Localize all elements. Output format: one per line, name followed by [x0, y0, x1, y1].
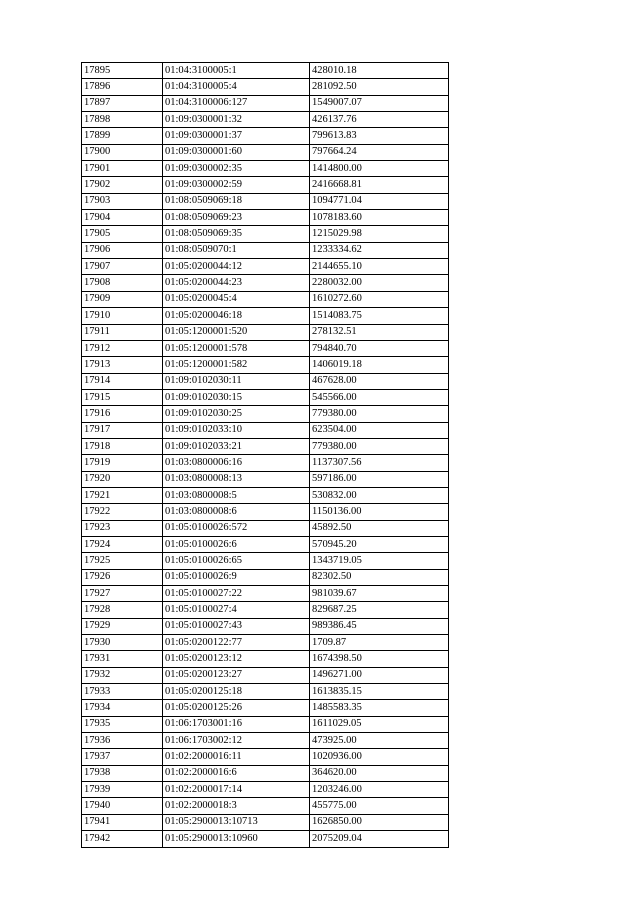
row-number-cell: 17940 — [82, 798, 163, 814]
data-table — [81, 62, 449, 848]
table-row — [82, 831, 449, 847]
cadastral-number-cell: 01:05:0100026:65 — [163, 553, 310, 569]
value-cell: 799613.83 — [310, 128, 449, 144]
row-number-cell: 17914 — [82, 373, 163, 389]
row-number-cell: 17934 — [82, 700, 163, 716]
table-row — [82, 79, 449, 95]
cadastral-number-cell: 01:05:0200045:4 — [163, 291, 310, 307]
cadastral-number-cell: 01:05:0200123:12 — [163, 651, 310, 667]
value-cell: 364620.00 — [310, 765, 449, 781]
row-number-cell: 17929 — [82, 618, 163, 634]
table-row — [82, 733, 449, 749]
cadastral-number-cell: 01:09:0300001:60 — [163, 144, 310, 160]
row-number-cell: 17936 — [82, 733, 163, 749]
value-cell: 570945.20 — [310, 536, 449, 552]
row-number-cell: 17910 — [82, 308, 163, 324]
row-number-cell: 17919 — [82, 455, 163, 471]
row-number-cell: 17927 — [82, 586, 163, 602]
value-cell: 1414800.00 — [310, 161, 449, 177]
table-row — [82, 210, 449, 226]
value-cell: 779380.00 — [310, 438, 449, 454]
value-cell: 82302.50 — [310, 569, 449, 585]
table-row — [82, 667, 449, 683]
row-number-cell: 17926 — [82, 569, 163, 585]
cadastral-number-cell: 01:02:2000018:3 — [163, 798, 310, 814]
row-number-cell: 17932 — [82, 667, 163, 683]
cadastral-number-cell: 01:08:0509069:35 — [163, 226, 310, 242]
row-number-cell: 17922 — [82, 504, 163, 520]
table-row — [82, 128, 449, 144]
value-cell: 1150136.00 — [310, 504, 449, 520]
value-cell: 2280032.00 — [310, 275, 449, 291]
cadastral-number-cell: 01:05:0200125:26 — [163, 700, 310, 716]
value-cell: 278132.51 — [310, 324, 449, 340]
value-cell: 1626850.00 — [310, 814, 449, 830]
value-cell: 2075209.04 — [310, 831, 449, 847]
value-cell: 545566.00 — [310, 389, 449, 405]
row-number-cell: 17941 — [82, 814, 163, 830]
value-cell: 45892.50 — [310, 520, 449, 536]
cadastral-number-cell: 01:03:0800008:5 — [163, 487, 310, 503]
cadastral-number-cell: 01:05:0100026:572 — [163, 520, 310, 536]
table-row — [82, 308, 449, 324]
value-cell: 473925.00 — [310, 733, 449, 749]
row-number-cell: 17909 — [82, 291, 163, 307]
row-number-cell: 17906 — [82, 242, 163, 258]
row-number-cell: 17895 — [82, 63, 163, 79]
table-row — [82, 520, 449, 536]
cadastral-number-cell: 01:04:3100005:1 — [163, 63, 310, 79]
value-cell: 1137307.56 — [310, 455, 449, 471]
row-number-cell: 17898 — [82, 112, 163, 128]
value-cell: 467628.00 — [310, 373, 449, 389]
table-row — [82, 487, 449, 503]
value-cell: 1613835.15 — [310, 684, 449, 700]
cadastral-number-cell: 01:05:2900013:10713 — [163, 814, 310, 830]
row-number-cell: 17930 — [82, 635, 163, 651]
cadastral-number-cell: 01:05:0100027:43 — [163, 618, 310, 634]
value-cell: 1343719.05 — [310, 553, 449, 569]
table-row — [82, 635, 449, 651]
table-row — [82, 340, 449, 356]
row-number-cell: 17904 — [82, 210, 163, 226]
cadastral-number-cell: 01:05:0200122:77 — [163, 635, 310, 651]
row-number-cell: 17918 — [82, 438, 163, 454]
cadastral-number-cell: 01:09:0300002:35 — [163, 161, 310, 177]
table-row — [82, 618, 449, 634]
cadastral-number-cell: 01:06:1703001:16 — [163, 716, 310, 732]
value-cell: 1406019.18 — [310, 357, 449, 373]
table-row — [82, 700, 449, 716]
row-number-cell: 17912 — [82, 340, 163, 356]
row-number-cell: 17911 — [82, 324, 163, 340]
table-row — [82, 651, 449, 667]
table-row — [82, 782, 449, 798]
cadastral-number-cell: 01:05:0200125:18 — [163, 684, 310, 700]
value-cell: 1674398.50 — [310, 651, 449, 667]
value-cell: 1514083.75 — [310, 308, 449, 324]
table-row — [82, 684, 449, 700]
cadastral-number-cell: 01:05:0100026:9 — [163, 569, 310, 585]
value-cell: 530832.00 — [310, 487, 449, 503]
table-row — [82, 716, 449, 732]
row-number-cell: 17897 — [82, 95, 163, 111]
cadastral-number-cell: 01:02:2000016:6 — [163, 765, 310, 781]
table-row — [82, 112, 449, 128]
table-row — [82, 422, 449, 438]
cadastral-number-cell: 01:04:3100006:127 — [163, 95, 310, 111]
table-row — [82, 471, 449, 487]
value-cell: 1203246.00 — [310, 782, 449, 798]
cadastral-number-cell: 01:09:0300001:37 — [163, 128, 310, 144]
row-number-cell: 17916 — [82, 406, 163, 422]
cadastral-number-cell: 01:04:3100005:4 — [163, 79, 310, 95]
cadastral-number-cell: 01:05:1200001:578 — [163, 340, 310, 356]
table-row — [82, 765, 449, 781]
cadastral-number-cell: 01:05:0200044:12 — [163, 259, 310, 275]
table-body — [82, 63, 449, 848]
row-number-cell: 17925 — [82, 553, 163, 569]
row-number-cell: 17939 — [82, 782, 163, 798]
cadastral-number-cell: 01:05:0100026:6 — [163, 536, 310, 552]
row-number-cell: 17924 — [82, 536, 163, 552]
value-cell: 779380.00 — [310, 406, 449, 422]
row-number-cell: 17899 — [82, 128, 163, 144]
row-number-cell: 17902 — [82, 177, 163, 193]
cadastral-number-cell: 01:08:0509069:23 — [163, 210, 310, 226]
row-number-cell: 17933 — [82, 684, 163, 700]
cadastral-number-cell: 01:09:0102030:15 — [163, 389, 310, 405]
table-row — [82, 63, 449, 79]
row-number-cell: 17921 — [82, 487, 163, 503]
value-cell: 455775.00 — [310, 798, 449, 814]
value-cell: 597186.00 — [310, 471, 449, 487]
table-row — [82, 161, 449, 177]
table-row — [82, 389, 449, 405]
cadastral-number-cell: 01:09:0102030:11 — [163, 373, 310, 389]
table-row — [82, 291, 449, 307]
value-cell: 797664.24 — [310, 144, 449, 160]
cadastral-number-cell: 01:09:0102033:21 — [163, 438, 310, 454]
table-row — [82, 144, 449, 160]
value-cell: 426137.76 — [310, 112, 449, 128]
row-number-cell: 17913 — [82, 357, 163, 373]
cadastral-number-cell: 01:09:0300001:32 — [163, 112, 310, 128]
row-number-cell: 17905 — [82, 226, 163, 242]
cadastral-number-cell: 01:02:2000017:14 — [163, 782, 310, 798]
cadastral-number-cell: 01:03:0800008:13 — [163, 471, 310, 487]
cadastral-number-cell: 01:09:0300002:59 — [163, 177, 310, 193]
value-cell: 1610272.60 — [310, 291, 449, 307]
table-row — [82, 226, 449, 242]
value-cell: 2416668.81 — [310, 177, 449, 193]
value-cell: 1549007.07 — [310, 95, 449, 111]
row-number-cell: 17903 — [82, 193, 163, 209]
table-row — [82, 602, 449, 618]
row-number-cell: 17938 — [82, 765, 163, 781]
value-cell: 1611029.05 — [310, 716, 449, 732]
cadastral-number-cell: 01:05:1200001:582 — [163, 357, 310, 373]
table-row — [82, 324, 449, 340]
table-row — [82, 406, 449, 422]
table-row — [82, 438, 449, 454]
table-row — [82, 536, 449, 552]
row-number-cell: 17923 — [82, 520, 163, 536]
value-cell: 1709.87 — [310, 635, 449, 651]
value-cell: 428010.18 — [310, 63, 449, 79]
row-number-cell: 17917 — [82, 422, 163, 438]
cadastral-number-cell: 01:05:0100027:4 — [163, 602, 310, 618]
row-number-cell: 17942 — [82, 831, 163, 847]
row-number-cell: 17900 — [82, 144, 163, 160]
value-cell: 623504.00 — [310, 422, 449, 438]
table-row — [82, 275, 449, 291]
cadastral-number-cell: 01:06:1703002:12 — [163, 733, 310, 749]
row-number-cell: 17907 — [82, 259, 163, 275]
cadastral-number-cell: 01:09:0102030:25 — [163, 406, 310, 422]
row-number-cell: 17896 — [82, 79, 163, 95]
table-row — [82, 749, 449, 765]
cadastral-number-cell: 01:05:2900013:10960 — [163, 831, 310, 847]
table-row — [82, 798, 449, 814]
value-cell: 1094771.04 — [310, 193, 449, 209]
cadastral-number-cell: 01:08:0509069:18 — [163, 193, 310, 209]
value-cell: 1020936.00 — [310, 749, 449, 765]
value-cell: 981039.67 — [310, 586, 449, 602]
table-row — [82, 553, 449, 569]
value-cell: 1078183.60 — [310, 210, 449, 226]
table-row — [82, 569, 449, 585]
cadastral-number-cell: 01:05:0200123:27 — [163, 667, 310, 683]
value-cell: 794840.70 — [310, 340, 449, 356]
row-number-cell: 17908 — [82, 275, 163, 291]
row-number-cell: 17935 — [82, 716, 163, 732]
cadastral-number-cell: 01:05:0100027:22 — [163, 586, 310, 602]
table-row — [82, 586, 449, 602]
table-row — [82, 95, 449, 111]
cadastral-number-cell: 01:05:0200044:23 — [163, 275, 310, 291]
value-cell: 1233334.62 — [310, 242, 449, 258]
cadastral-number-cell: 01:03:0800008:6 — [163, 504, 310, 520]
value-cell: 1215029.98 — [310, 226, 449, 242]
cadastral-number-cell: 01:05:0200046:18 — [163, 308, 310, 324]
cadastral-number-cell: 01:02:2000016:11 — [163, 749, 310, 765]
table-row — [82, 259, 449, 275]
table-row — [82, 242, 449, 258]
table-row — [82, 455, 449, 471]
table-row — [82, 177, 449, 193]
table-row — [82, 504, 449, 520]
row-number-cell: 17915 — [82, 389, 163, 405]
row-number-cell: 17937 — [82, 749, 163, 765]
value-cell: 989386.45 — [310, 618, 449, 634]
value-cell: 1485583.35 — [310, 700, 449, 716]
row-number-cell: 17901 — [82, 161, 163, 177]
value-cell: 281092.50 — [310, 79, 449, 95]
value-cell: 829687.25 — [310, 602, 449, 618]
table-row — [82, 357, 449, 373]
value-cell: 1496271.00 — [310, 667, 449, 683]
cadastral-number-cell: 01:03:0800006:16 — [163, 455, 310, 471]
value-cell: 2144655.10 — [310, 259, 449, 275]
table-row — [82, 193, 449, 209]
table-row — [82, 373, 449, 389]
table-row — [82, 814, 449, 830]
row-number-cell: 17931 — [82, 651, 163, 667]
row-number-cell: 17920 — [82, 471, 163, 487]
cadastral-number-cell: 01:05:1200001:520 — [163, 324, 310, 340]
cadastral-number-cell: 01:08:0509070:1 — [163, 242, 310, 258]
cadastral-number-cell: 01:09:0102033:10 — [163, 422, 310, 438]
row-number-cell: 17928 — [82, 602, 163, 618]
